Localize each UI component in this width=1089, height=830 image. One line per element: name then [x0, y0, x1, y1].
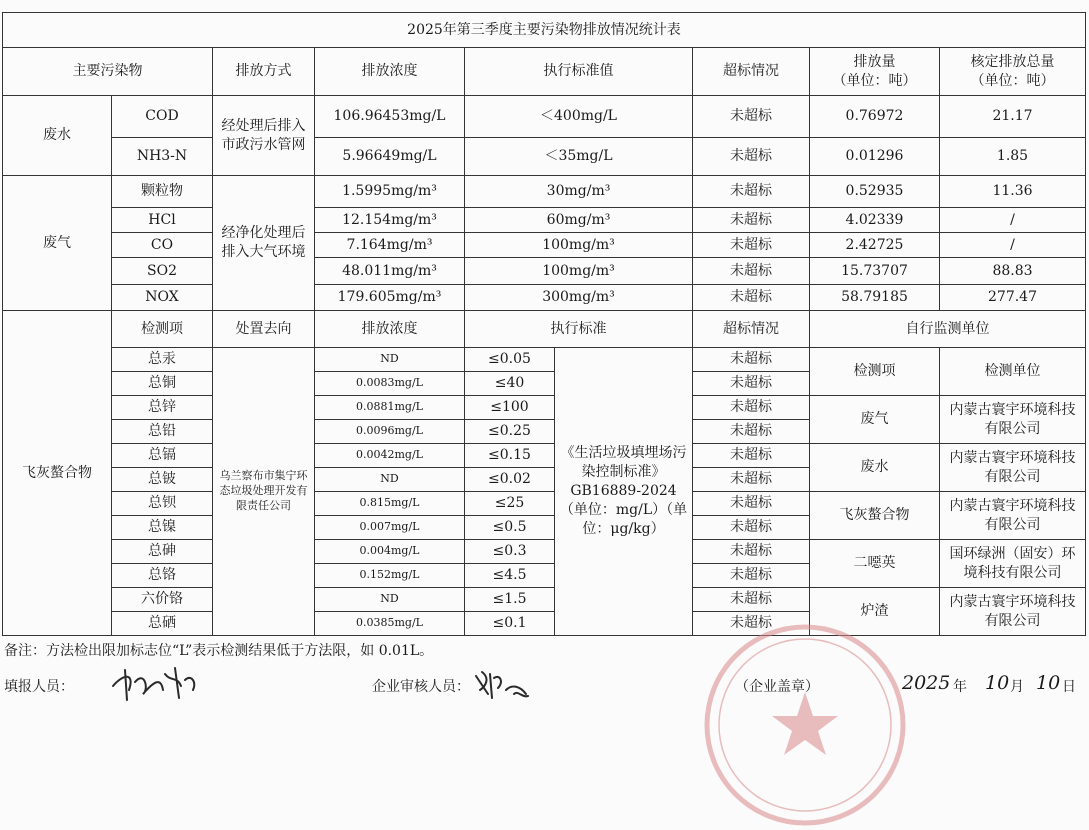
approved-value-text: 1.85 — [996, 148, 1029, 165]
monitor-item-text: 废气 — [860, 411, 889, 428]
exceed-status — [693, 285, 810, 311]
pollutant-name-text: CO — [150, 236, 174, 253]
concentration-value — [315, 138, 465, 176]
standard-value — [465, 285, 693, 311]
table-title-text: 2025年第三季度主要污染物排放情况统计表 — [407, 21, 681, 38]
pollutant-name-text: HCl — [148, 211, 176, 228]
concentration-value-text: 106.96453mg/L — [333, 108, 446, 125]
concentration-value — [315, 468, 465, 492]
seal-label: （企业盖章） — [735, 679, 819, 695]
monitor-item-text: 炉渣 — [860, 603, 889, 620]
exceed-status — [693, 348, 810, 372]
emission-value-text: 0.01296 — [845, 148, 904, 165]
limit-value — [465, 396, 555, 420]
header-destination-text: 处置去向 — [235, 320, 292, 337]
monitor-item-text: 废水 — [860, 459, 889, 476]
emission-value-text: 2.42725 — [845, 236, 904, 253]
test-item — [112, 612, 213, 636]
limit-value-text: ≤40 — [494, 375, 525, 392]
exceed-status — [693, 492, 810, 516]
exceed-status — [693, 138, 810, 176]
standard-value — [465, 176, 693, 208]
header-pollutant — [2, 48, 213, 96]
category-wastewater — [2, 96, 112, 176]
monitor-header-item-text: 检测项 — [853, 363, 896, 380]
monitor-unit-text: 内蒙古寰宇环境科技有限公司 — [949, 593, 1076, 629]
standard-value — [465, 138, 693, 176]
limit-value — [465, 564, 555, 588]
date-month-suffix: 月 — [1010, 679, 1024, 695]
exceed-status-text: 未超标 — [730, 399, 772, 416]
emission-value — [810, 176, 940, 208]
monitor-unit-text: 内蒙古寰宇环境科技有限公司 — [949, 497, 1076, 533]
exceed-status-text: 未超标 — [730, 375, 772, 392]
header-emission — [810, 48, 940, 96]
approved-value — [940, 258, 1086, 285]
limit-value — [465, 492, 555, 516]
monitor-item-text: 二噁英 — [853, 555, 896, 572]
pollutant-name-text: COD — [145, 108, 179, 125]
header-exceed — [693, 311, 810, 348]
limit-value — [465, 468, 555, 492]
exceed-status — [693, 396, 810, 420]
exceed-status-text: 未超标 — [730, 591, 772, 608]
test-item-text: 六价铬 — [141, 591, 183, 608]
monitor-unit — [940, 540, 1086, 588]
header-emission-text: 排放量 （单位：吨） — [832, 53, 917, 89]
standard-value-text: ＜35mg/L — [544, 148, 613, 165]
monitor-unit-text: 内蒙古寰宇环境科技有限公司 — [949, 449, 1076, 485]
concentration-value — [315, 516, 465, 540]
exceed-status — [693, 540, 810, 564]
test-item — [112, 420, 213, 444]
test-item-text: 总铜 — [148, 375, 176, 392]
standard-value-text: 100mg/m³ — [542, 262, 615, 279]
footnote: 备注：方法检出限加标志位“L”表示检测结果低于方法限，如 0.01L。 — [4, 643, 434, 659]
emission-value-text: 58.79185 — [841, 289, 908, 306]
header-item-text: 检测项 — [141, 320, 183, 337]
monitor-unit-text: 内蒙古寰宇环境科技有限公司 — [949, 401, 1076, 437]
monitor-header-unit — [940, 348, 1086, 396]
exceed-status — [693, 372, 810, 396]
monitor-item-text: 飞灰螯合物 — [839, 507, 910, 524]
date-month: 10 — [985, 672, 1010, 694]
standard-value — [465, 208, 693, 233]
test-item — [112, 516, 213, 540]
limit-value-text: ≤0.15 — [488, 447, 531, 464]
emission-value-text: 0.52935 — [845, 183, 904, 200]
concentration-value — [315, 372, 465, 396]
test-item-text: 总铅 — [148, 423, 176, 440]
test-item-text: 总锌 — [148, 399, 176, 416]
emission-value-text: 0.76972 — [845, 108, 904, 125]
standard-text-text: 《生活垃圾填埋场污染控制标准》GB16889-2024（单位：mg/L）（单位：μg/kg） — [559, 445, 688, 537]
concentration-value — [315, 612, 465, 636]
approved-value — [940, 233, 1086, 258]
monitor-item — [810, 444, 940, 492]
approved-value — [940, 96, 1086, 138]
exceed-status-text: 未超标 — [730, 236, 772, 253]
limit-value — [465, 348, 555, 372]
test-item-text: 总钡 — [148, 495, 176, 512]
limit-value — [465, 372, 555, 396]
exceed-status — [693, 176, 810, 208]
category-exhaust-text: 废气 — [43, 234, 71, 251]
header-concentration — [315, 311, 465, 348]
pollutant-name — [112, 96, 213, 138]
header-exceed-text: 超标情况 — [723, 320, 779, 337]
method-exhaust — [213, 176, 315, 311]
date-day-suffix: 日 — [1062, 679, 1076, 695]
disposal-destination-text: 乌兰察布市集宁环态垃圾处理开发有限责任公司 — [219, 469, 308, 512]
test-item-text: 总铬 — [148, 567, 176, 584]
exceed-status-text: 未超标 — [730, 108, 772, 125]
header-standard — [465, 311, 693, 348]
emission-value — [810, 285, 940, 311]
header-concentration-text: 排放浓度 — [361, 320, 418, 337]
concentration-value-text: 0.007mg/L — [359, 520, 420, 534]
test-item — [112, 540, 213, 564]
monitor-unit-text: 国环绿洲（固安）环境科技有限公司 — [949, 545, 1076, 581]
approved-value — [940, 176, 1086, 208]
header-destination — [213, 311, 315, 348]
exceed-status-text: 未超标 — [730, 423, 772, 440]
approved-value-text: 277.47 — [988, 289, 1037, 306]
concentration-value — [315, 492, 465, 516]
exceed-status — [693, 468, 810, 492]
pollutant-name-text: NH3-N — [136, 148, 188, 165]
disposal-destination — [213, 348, 315, 636]
monitor-unit — [940, 492, 1086, 540]
pollutant-name-text: 颗粒物 — [141, 183, 183, 200]
limit-value-text: ≤25 — [494, 495, 525, 512]
concentration-value-text: 7.164mg/m³ — [346, 236, 433, 253]
exceed-status — [693, 258, 810, 285]
emission-value — [810, 208, 940, 233]
header-method-text: 排放方式 — [235, 63, 292, 80]
exceed-status — [693, 208, 810, 233]
monitor-item — [810, 396, 940, 444]
concentration-value — [315, 176, 465, 208]
header-standard-text: 执行标准 — [550, 320, 607, 337]
concentration-value-text: 179.605mg/m³ — [337, 289, 442, 306]
monitor-unit — [940, 588, 1086, 636]
concentration-value — [315, 208, 465, 233]
limit-value-text: ≤100 — [490, 399, 529, 416]
exceed-status-text: 未超标 — [730, 519, 772, 536]
standard-value-text: 30mg/m³ — [546, 183, 611, 200]
exceed-status — [693, 564, 810, 588]
test-item — [112, 396, 213, 420]
test-item — [112, 372, 213, 396]
test-item-text: 总铍 — [148, 471, 176, 488]
approved-value-text: 11.36 — [992, 183, 1033, 200]
test-item-text: 总镉 — [148, 447, 176, 464]
category-exhaust — [2, 176, 112, 311]
test-item-text: 总镍 — [148, 519, 176, 536]
pollutant-name — [112, 233, 213, 258]
test-item — [112, 564, 213, 588]
exceed-status-text: 未超标 — [730, 148, 772, 165]
reviewer-signature — [470, 664, 540, 704]
standard-value-text: 100mg/m³ — [542, 236, 615, 253]
exceed-status-text: 未超标 — [730, 495, 772, 512]
pollutant-name-text: NOX — [145, 289, 179, 306]
concentration-value — [315, 348, 465, 372]
exceed-status-text: 未超标 — [730, 543, 772, 560]
concentration-value-text: 0.152mg/L — [359, 568, 420, 582]
standard-value — [465, 96, 693, 138]
exceed-status-text: 未超标 — [730, 262, 772, 279]
pollutant-name — [112, 285, 213, 311]
header-concentration — [315, 48, 465, 96]
monitor-header-item — [810, 348, 940, 396]
limit-value-text: ≤0.25 — [488, 423, 531, 440]
limit-value-text: ≤0.02 — [488, 471, 531, 488]
method-exhaust-text: 经净化处理后排入大气环境 — [221, 225, 306, 260]
concentration-value — [315, 285, 465, 311]
exceed-status-text: 未超标 — [730, 567, 772, 584]
limit-value-text: ≤4.5 — [492, 567, 527, 584]
concentration-value-text: 0.0042mg/L — [356, 448, 423, 462]
concentration-value — [315, 96, 465, 138]
test-item — [112, 492, 213, 516]
pollutant-name — [112, 176, 213, 208]
exceed-status-text: 未超标 — [730, 447, 772, 464]
exceed-status-text: 未超标 — [730, 183, 772, 200]
approved-value-text: 88.83 — [992, 262, 1033, 279]
exceed-status — [693, 233, 810, 258]
category-flyash-text: 飞灰螯合物 — [22, 464, 92, 481]
limit-value-text: ≤0.05 — [488, 351, 531, 368]
limit-value — [465, 444, 555, 468]
header-standard-text: 执行标准值 — [543, 63, 614, 80]
limit-value-text: ≤0.5 — [492, 519, 527, 536]
table-title — [2, 12, 1086, 48]
concentration-value-text: 0.815mg/L — [359, 496, 420, 510]
company-seal-stamp — [700, 620, 910, 830]
exceed-status-text: 未超标 — [730, 289, 772, 306]
exceed-status — [693, 444, 810, 468]
emission-value — [810, 233, 940, 258]
concentration-value-text: 0.0385mg/L — [356, 616, 423, 630]
concentration-value — [315, 444, 465, 468]
header-approved-text: 核定排放总量 （单位：吨） — [970, 53, 1055, 89]
standard-value-text: 300mg/m³ — [542, 289, 615, 306]
approved-value-text: / — [1010, 236, 1015, 253]
concentration-value — [315, 233, 465, 258]
concentration-value-text: ND — [380, 592, 399, 606]
concentration-value-text: 1.5995mg/m³ — [342, 183, 437, 200]
exceed-status — [693, 588, 810, 612]
test-item — [112, 444, 213, 468]
limit-value-text: ≤0.3 — [492, 543, 527, 560]
header-exceed-text: 超标情况 — [723, 63, 779, 80]
concentration-value — [315, 540, 465, 564]
method-wastewater — [213, 96, 315, 176]
limit-value-text: ≤1.5 — [492, 591, 527, 608]
approved-value-text: 21.17 — [992, 108, 1033, 125]
test-item-text: 总硒 — [148, 615, 176, 632]
header-method — [213, 48, 315, 96]
exceed-status-text: 未超标 — [730, 351, 772, 368]
method-wastewater-text: 经处理后排入市政污水管网 — [221, 117, 306, 153]
exceed-status — [693, 420, 810, 444]
concentration-value-text: 0.0881mg/L — [356, 400, 423, 414]
concentration-value — [315, 396, 465, 420]
concentration-value-text: 48.011mg/m³ — [342, 262, 437, 279]
header-monitor-text: 自行监测单位 — [905, 320, 990, 337]
test-item — [112, 588, 213, 612]
exceed-status-text: 未超标 — [730, 471, 772, 488]
limit-value — [465, 516, 555, 540]
monitor-item — [810, 492, 940, 540]
approved-value — [940, 208, 1086, 233]
limit-value — [465, 612, 555, 636]
pollutant-name — [112, 208, 213, 233]
concentration-value-text: 5.96649mg/L — [342, 148, 437, 165]
exceed-status — [693, 96, 810, 138]
category-wastewater-text: 废水 — [43, 127, 71, 144]
header-item — [112, 311, 213, 348]
concentration-value — [315, 420, 465, 444]
reviewer-label: 企业审核人员： — [372, 679, 470, 695]
test-item — [112, 468, 213, 492]
monitor-item — [810, 540, 940, 588]
limit-value — [465, 588, 555, 612]
exceed-status-text: 未超标 — [730, 615, 772, 632]
date-day: 10 — [1036, 672, 1061, 694]
pollutant-name-text: SO2 — [147, 262, 177, 279]
test-item-text: 总砷 — [148, 543, 176, 560]
test-item-text: 总汞 — [148, 351, 176, 368]
monitor-unit — [940, 444, 1086, 492]
emission-value — [810, 138, 940, 176]
approved-value-text: / — [1010, 211, 1015, 228]
exceed-status — [693, 516, 810, 540]
concentration-value-text: 12.154mg/m³ — [342, 211, 437, 228]
date-year-suffix: 年 — [953, 679, 967, 695]
concentration-value-text: 0.0083mg/L — [356, 376, 423, 390]
concentration-value-text: 0.004mg/L — [359, 544, 420, 558]
exceed-status-text: 未超标 — [730, 211, 772, 228]
emission-value — [810, 96, 940, 138]
reporter-label: 填报人员： — [4, 679, 74, 695]
concentration-value — [315, 564, 465, 588]
header-monitor — [810, 311, 1086, 348]
header-standard — [465, 48, 693, 96]
concentration-value-text: ND — [380, 352, 399, 366]
emission-value-text: 4.02339 — [845, 211, 904, 228]
pollutant-name — [112, 258, 213, 285]
pollutant-name — [112, 138, 213, 176]
standard-value — [465, 233, 693, 258]
emission-value-text: 15.73707 — [841, 262, 908, 279]
reporter-signature — [105, 660, 205, 704]
concentration-value-text: 0.0096mg/L — [356, 424, 423, 438]
standard-value-text: ＜400mg/L — [540, 108, 617, 125]
header-approved — [940, 48, 1086, 96]
concentration-value — [315, 258, 465, 285]
limit-value — [465, 540, 555, 564]
concentration-value-text: ND — [380, 472, 399, 486]
limit-value-text: ≤0.1 — [492, 615, 527, 632]
monitor-unit — [940, 396, 1086, 444]
approved-value — [940, 285, 1086, 311]
category-flyash — [2, 311, 112, 636]
limit-value — [465, 420, 555, 444]
test-item — [112, 348, 213, 372]
standard-value — [465, 258, 693, 285]
header-concentration-text: 排放浓度 — [361, 63, 418, 80]
monitor-header-unit-text: 检测单位 — [984, 363, 1041, 380]
standard-text — [555, 348, 693, 636]
header-pollutant-text: 主要污染物 — [72, 63, 143, 80]
concentration-value — [315, 588, 465, 612]
approved-value — [940, 138, 1086, 176]
standard-value-text: 60mg/m³ — [546, 211, 611, 228]
header-exceed — [693, 48, 810, 96]
emission-value — [810, 258, 940, 285]
date-year: 2025 — [902, 672, 951, 694]
